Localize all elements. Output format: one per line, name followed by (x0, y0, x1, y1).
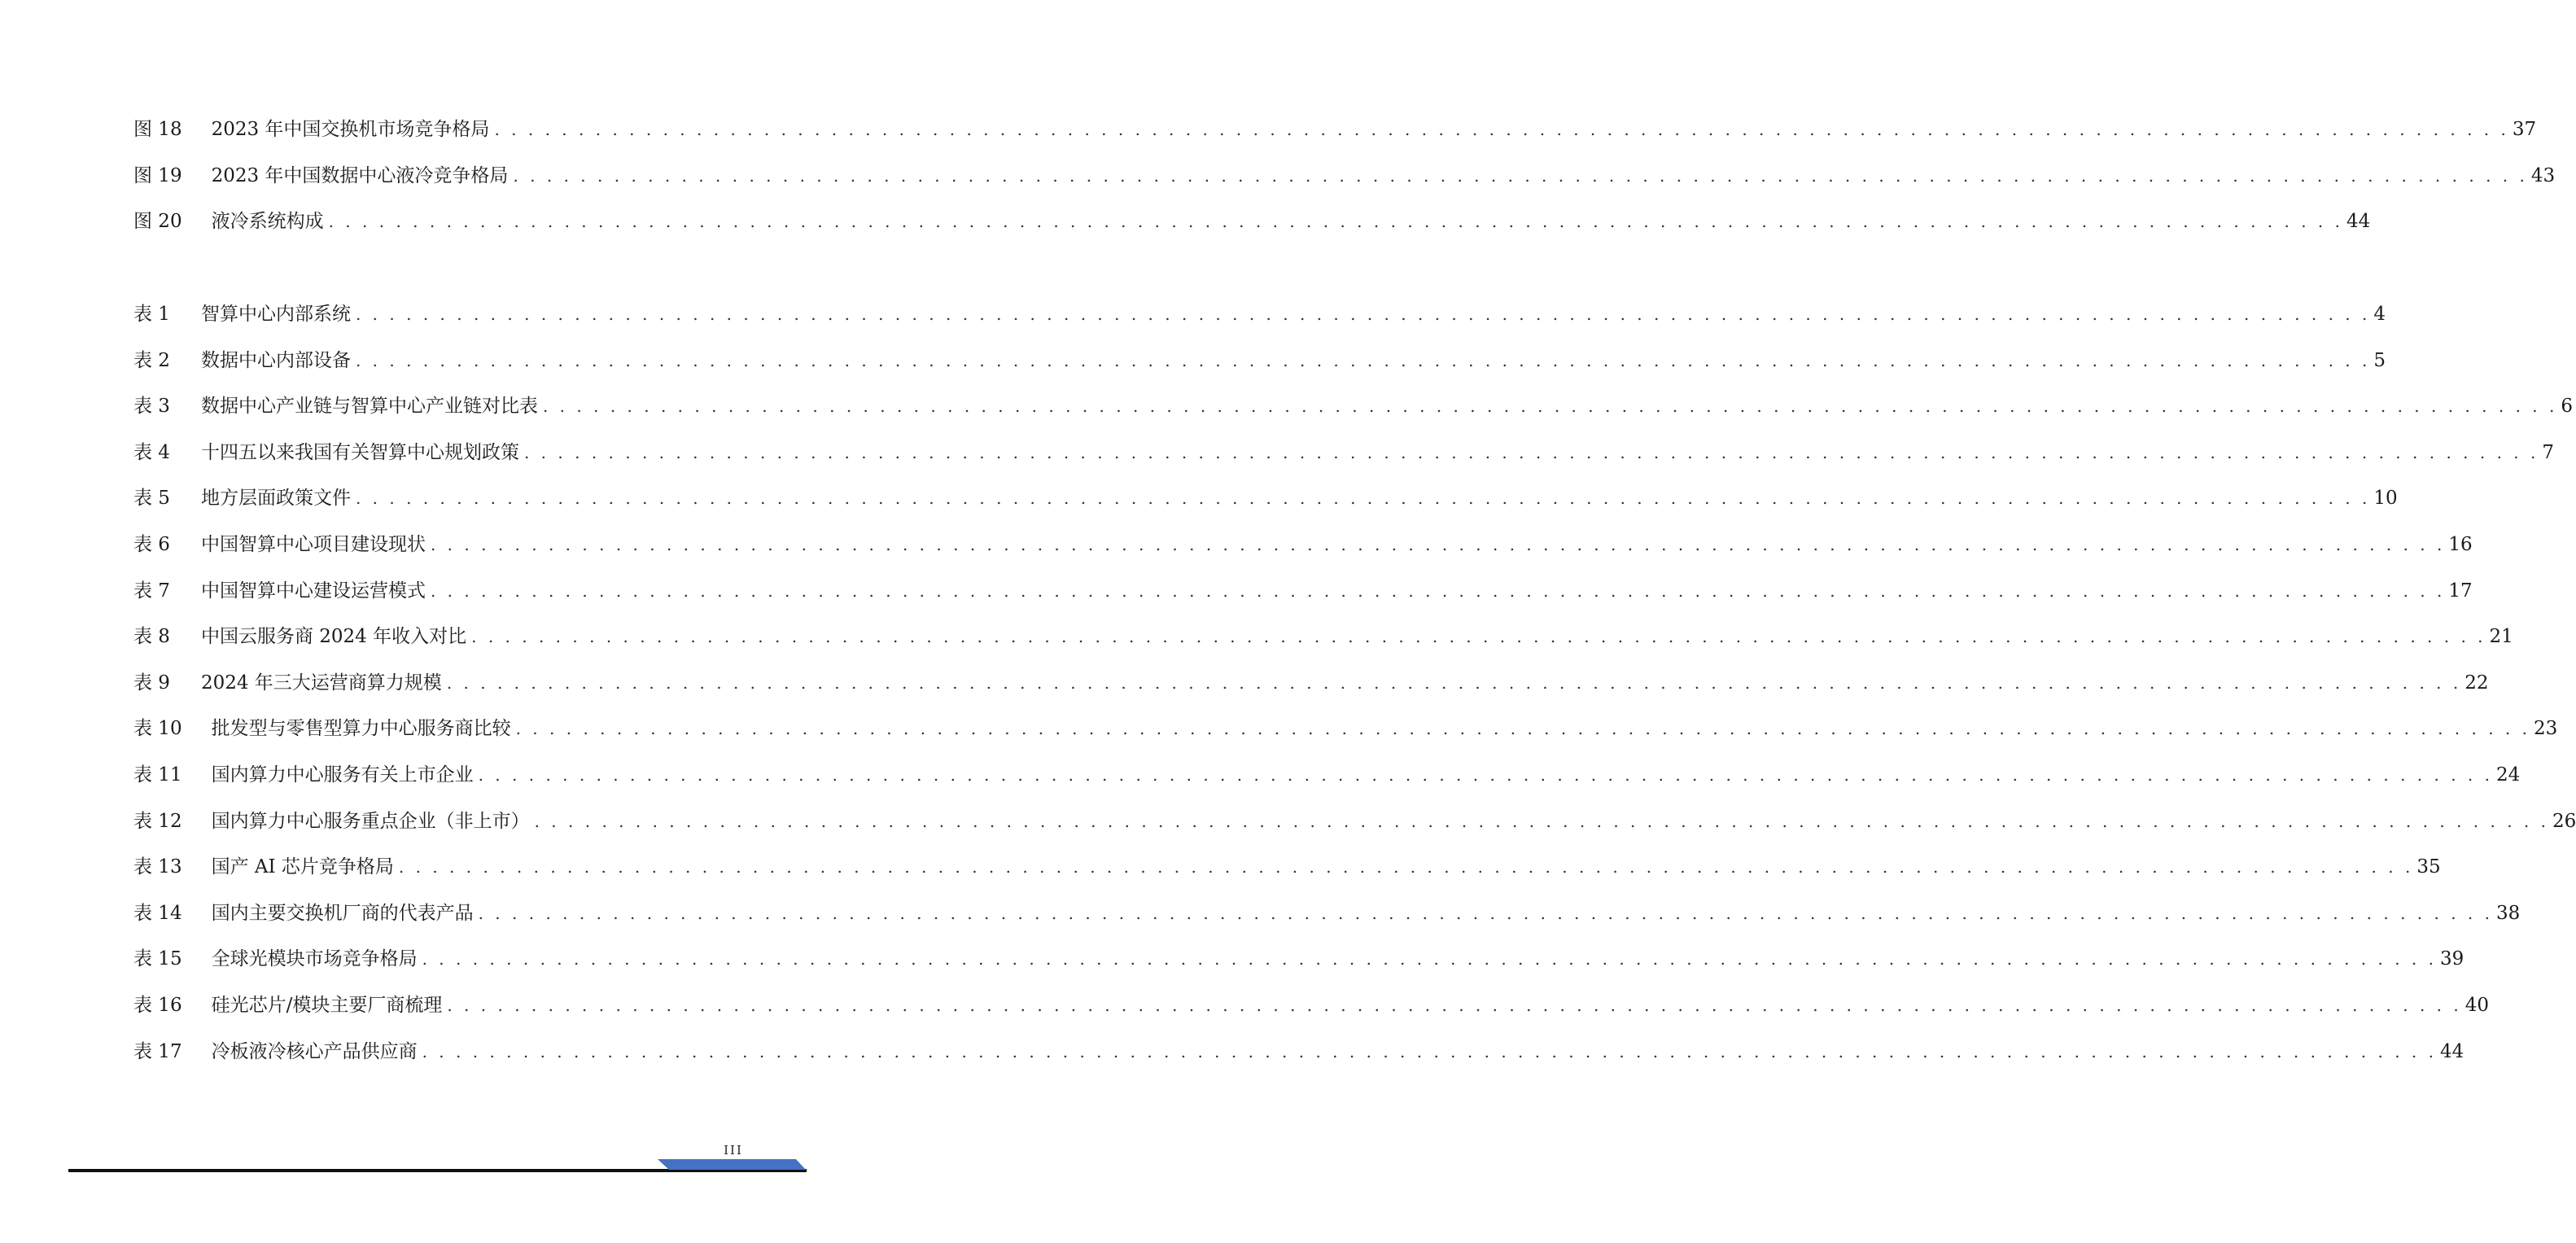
dot-leader: . . . . . . . . . . . . . . . . . . . . . . . . . . . . . . . . . . . . . . . . . . . . . . . . . . . . . . . . . . . . . . . . . . . . . . . . . . . . . . . . . . . . . . . . . . . . . . . . . . . . . . . . . . . . . . . . . . . . . . . . (523, 442, 2539, 462)
entry-label: 表 16 (133, 995, 182, 1016)
entry-title: 液冷系统构成 (211, 211, 324, 233)
entry-page-number: 22 (2464, 672, 2489, 694)
table-entry[interactable] (133, 805, 2576, 838)
entry-title: 2024 年三大运营商算力规模 (200, 672, 442, 694)
entry-page-number: 43 (2530, 164, 2556, 186)
entry-page-number: 7 (2542, 441, 2555, 463)
entry-title: 国内算力中心服务有关上市企业 (211, 764, 474, 786)
dot-leader: . . . . . . . . . . . . . . . . . . . . . . . . . . . . . . . . . . . . . . . . . . . . . . . . . . . . . . . . . . . . . . . . . . . . . . . . . . . . . . . . . . . . . . . . . . . . . . . . . . . . . . . . . . . . . . . . . . . . . . . . (446, 672, 2462, 693)
entry-label: 表 11 (133, 764, 182, 786)
entry-label: 表 4 (133, 441, 170, 463)
entry-title: 硅光芯片/模块主要厂商梳理 (211, 995, 443, 1016)
entry-page-number: 6 (2561, 396, 2574, 418)
entry-page-number: 37 (2512, 119, 2537, 140)
table-entry[interactable] (133, 897, 2521, 930)
table-entry[interactable] (133, 989, 2490, 1022)
entry-title: 2023 年中国交换机市场竞争格局 (211, 119, 490, 140)
entry-label: 表 3 (133, 396, 170, 418)
entry-page-number: 44 (2346, 211, 2371, 233)
entry-title: 冷板液冷核心产品供应商 (211, 1040, 418, 1062)
entry-label: 图 19 (133, 164, 182, 186)
entry-page-number: 17 (2448, 580, 2473, 602)
entry-page-number: 4 (2373, 304, 2386, 325)
dot-leader: . . . . . . . . . . . . . . . . . . . . . . . . . . . . . . . . . . . . . . . . . . . . . . . . . . . . . . . . . . . . . . . . . . . . . . . . . . . . . . . . . . . . . . . . . . . . . . . . . . . . . . . . . . . . . . . . . . . . . . . . (328, 212, 2344, 232)
table-entry[interactable] (133, 851, 2441, 883)
entry-title: 地方层面政策文件 (200, 488, 351, 510)
dot-leader: . . . . . . . . . . . . . . . . . . . . . . . . . . . . . . . . . . . . . . . . . . . . . . . . . . . . . . . . . . . . . . . . . . . . . . . . . . . . . . . . . . . . . . . . . . . . . . . . . . . . . . . . . . . . . . . . . . . . . . . . (422, 1041, 2438, 1061)
entry-page-number: 10 (2373, 488, 2398, 510)
table-entry[interactable] (133, 528, 2473, 561)
entry-label: 表 5 (133, 488, 170, 510)
table-entry[interactable] (133, 436, 2555, 469)
entry-page-number: 21 (2489, 626, 2513, 648)
dot-leader: . . . . . . . . . . . . . . . . . . . . . . . . . . . . . . . . . . . . . . . . . . . . . . . . . . . . . . . . . . . . . . . . . . . . . . . . . . . . . . . . . . . . . . . . . . . . . . . . . . . . . . . . . . . . . . . . . . . . . . . . (355, 350, 2371, 370)
entry-label: 表 12 (133, 810, 182, 832)
entry-title: 国产 AI 芯片竞争格局 (211, 856, 394, 878)
dot-leader: . . . . . . . . . . . . . . . . . . . . . . . . . . . . . . . . . . . . . . . . . . . . . . . . . . . . . . . . . . . . . . . . . . . . . . . . . . . . . . . . . . . . . . . . . . . . . . . . . . . . . . . . . . . . . . . . . . . . . . . . (515, 719, 2531, 739)
table-entry[interactable] (133, 943, 2464, 975)
entry-page-number: 23 (2534, 718, 2558, 740)
entry-label: 表 6 (133, 534, 170, 555)
entry-page-number: 38 (2496, 902, 2521, 924)
figure-entry[interactable] (133, 160, 2556, 192)
entry-label: 表 10 (133, 718, 182, 740)
dot-leader: . . . . . . . . . . . . . . . . . . . . . . . . . . . . . . . . . . . . . . . . . . . . . . . . . . . . . . . . . . . . . . . . . . . . . . . . . . . . . . . . . . . . . . . . . . . . . . . . . . . . . . . . . . . . . . . . . . . . . . . . (478, 903, 2494, 923)
dot-leader: . . . . . . . . . . . . . . . . . . . . . . . . . . . . . . . . . . . . . . . . . . . . . . . . . . . . . . . . . . . . . . . . . . . . . . . . . . . . . . . . . . . . . . . . . . . . . . . . . . . . . . . . . . . . . . . . . . . . . . . . (542, 396, 2558, 417)
entry-title: 中国智算中心建设运营模式 (200, 580, 426, 602)
entry-title: 数据中心内部设备 (200, 349, 351, 371)
entry-label: 表 8 (133, 626, 170, 648)
table-entry[interactable] (133, 344, 2386, 377)
dot-leader: . . . . . . . . . . . . . . . . . . . . . . . . . . . . . . . . . . . . . . . . . . . . . . . . . . . . . . . . . . . . . . . . . . . . . . . . . . . . . . . . . . . . . . . . . . . . . . . . . . . . . . . . . . . . . . . . . . . . . . . . (430, 580, 2446, 601)
dot-leader: . . . . . . . . . . . . . . . . . . . . . . . . . . . . . . . . . . . . . . . . . . . . . . . . . . . . . . . . . . . . . . . . . . . . . . . . . . . . . . . . . . . . . . . . . . . . . . . . . . . . . . . . . . . . . . . . . . . . . . . . (430, 535, 2446, 554)
entry-title: 2023 年中国数据中心液冷竞争格局 (211, 164, 509, 186)
entry-label: 表 17 (133, 1040, 182, 1062)
entry-page-number: 39 (2440, 948, 2464, 970)
dot-leader: . . . . . . . . . . . . . . . . . . . . . . . . . . . . . . . . . . . . . . . . . . . . . . . . . . . . . . . . . . . . . . . . . . . . . . . . . . . . . . . . . . . . . . . . . . . . . . . . . . . . . . . . . . . . . . . . . . . . . . . . (534, 811, 2550, 831)
entry-page-number: 16 (2448, 534, 2473, 555)
dot-leader: . . . . . . . . . . . . . . . . . . . . . . . . . . . . . . . . . . . . . . . . . . . . . . . . . . . . . . . . . . . . . . . . . . . . . . . . . . . . . . . . . . . . . . . . . . . . . . . . . . . . . . . . . . . . . . . . . . . . . . . . (513, 165, 2528, 186)
entry-title: 中国云服务商 2024 年收入对比 (200, 626, 467, 648)
entry-title: 国内主要交换机厂商的代表产品 (211, 902, 474, 924)
entry-title: 国内算力中心服务重点企业（非上市） (211, 810, 530, 832)
dot-leader: . . . . . . . . . . . . . . . . . . . . . . . . . . . . . . . . . . . . . . . . . . . . . . . . . . . . . . . . . . . . . . . . . . . . . . . . . . . . . . . . . . . . . . . . . . . . . . . . . . . . . . . . . . . . . . . . . . . . . . . . (398, 857, 2414, 878)
footer-accent-bar (658, 1159, 806, 1170)
entry-label: 表 9 (133, 672, 170, 694)
table-entry[interactable] (133, 712, 2558, 745)
dot-leader: . . . . . . . . . . . . . . . . . . . . . . . . . . . . . . . . . . . . . . . . . . . . . . . . . . . . . . . . . . . . . . . . . . . . . . . . . . . . . . . . . . . . . . . . . . . . . . . . . . . . . . . . . . . . . . . . . . . . . . . . (494, 120, 2509, 139)
figure-entry[interactable] (133, 205, 2371, 238)
table-entry[interactable] (133, 759, 2521, 791)
entry-title: 十四五以来我国有关智算中心规划政策 (200, 441, 519, 463)
dot-leader: . . . . . . . . . . . . . . . . . . . . . . . . . . . . . . . . . . . . . . . . . . . . . . . . . . . . . . . . . . . . . . . . . . . . . . . . . . . . . . . . . . . . . . . . . . . . . . . . . . . . . . . . . . . . . . . . . . . . . . . . (478, 765, 2494, 785)
entry-title: 中国智算中心项目建设现状 (200, 534, 426, 555)
figure-entry[interactable] (133, 113, 2537, 146)
table-entry[interactable] (133, 667, 2489, 699)
table-entry[interactable] (133, 390, 2574, 422)
entry-page-number: 40 (2464, 995, 2490, 1016)
page-number: III (724, 1143, 743, 1158)
entry-page-number: 35 (2416, 856, 2441, 878)
entry-page-number: 5 (2373, 349, 2386, 371)
table-entry[interactable] (133, 620, 2513, 653)
table-entry[interactable] (133, 575, 2473, 607)
entry-title: 批发型与零售型算力中心服务商比较 (211, 718, 511, 740)
entry-title: 全球光模块市场竞争格局 (211, 948, 418, 970)
entry-label: 表 14 (133, 902, 182, 924)
entry-page-number: 26 (2552, 810, 2576, 832)
table-entry[interactable] (133, 1035, 2464, 1068)
dot-leader: . . . . . . . . . . . . . . . . . . . . . . . . . . . . . . . . . . . . . . . . . . . . . . . . . . . . . . . . . . . . . . . . . . . . . . . . . . . . . . . . . . . . . . . . . . . . . . . . . . . . . . . . . . . . . . . . . . . . . . . . (355, 304, 2371, 324)
entry-label: 表 7 (133, 580, 170, 602)
entry-title: 智算中心内部系统 (200, 304, 351, 325)
entry-label: 图 20 (133, 211, 182, 233)
dot-leader: . . . . . . . . . . . . . . . . . . . . . . . . . . . . . . . . . . . . . . . . . . . . . . . . . . . . . . . . . . . . . . . . . . . . . . . . . . . . . . . . . . . . . . . . . . . . . . . . . . . . . . . . . . . . . . . . . . . . . . . . (422, 949, 2438, 969)
dot-leader: . . . . . . . . . . . . . . . . . . . . . . . . . . . . . . . . . . . . . . . . . . . . . . . . . . . . . . . . . . . . . . . . . . . . . . . . . . . . . . . . . . . . . . . . . . . . . . . . . . . . . . . . . . . . . . . . . . . . . . . . (355, 488, 2371, 509)
dot-leader: . . . . . . . . . . . . . . . . . . . . . . . . . . . . . . . . . . . . . . . . . . . . . . . . . . . . . . . . . . . . . . . . . . . . . . . . . . . . . . . . . . . . . . . . . . . . . . . . . . . . . . . . . . . . . . . . . . . . . . . . (447, 996, 2462, 1015)
entry-label: 表 2 (133, 349, 170, 371)
entry-label: 表 1 (133, 304, 170, 325)
entry-page-number: 24 (2496, 764, 2521, 786)
dot-leader: . . . . . . . . . . . . . . . . . . . . . . . . . . . . . . . . . . . . . . . . . . . . . . . . . . . . . . . . . . . . . . . . . . . . . . . . . . . . . . . . . . . . . . . . . . . . . . . . . . . . . . . . . . . . . . . . . . . . . . . . (471, 627, 2486, 647)
entry-label: 图 18 (133, 119, 182, 140)
entry-label: 表 15 (133, 948, 182, 970)
table-entry[interactable] (133, 298, 2386, 330)
entry-page-number: 44 (2440, 1040, 2464, 1062)
entry-label: 表 13 (133, 856, 182, 878)
entry-title: 数据中心产业链与智算中心产业链对比表 (200, 396, 538, 418)
table-entry[interactable] (133, 482, 2398, 514)
